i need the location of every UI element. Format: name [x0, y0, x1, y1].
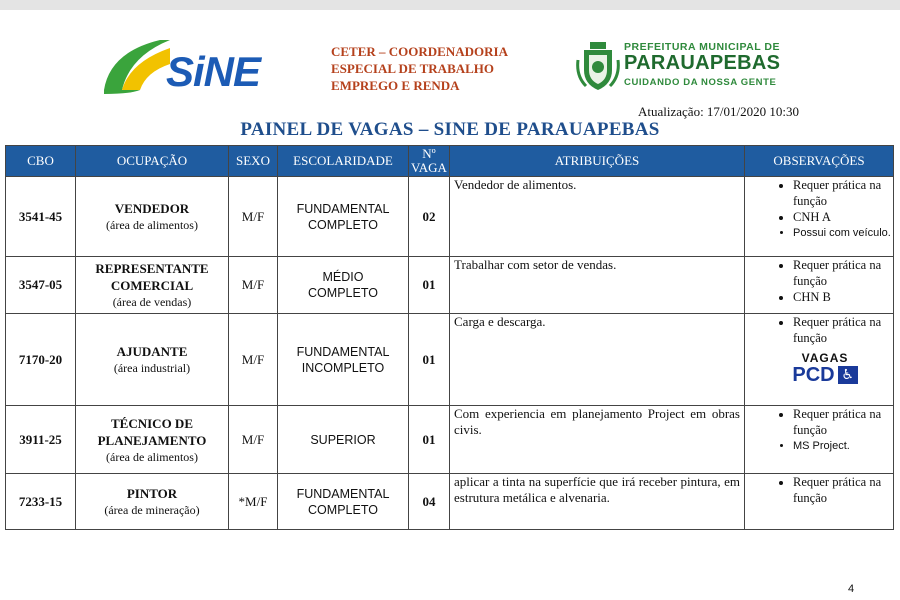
vagas-cell: 01	[409, 257, 450, 314]
list-item: • Requer prática na função	[793, 474, 893, 506]
ocupacao-cell	[76, 314, 229, 406]
escolaridade-line: SUPERIOR	[310, 432, 376, 447]
ocupacao-cell	[76, 177, 229, 257]
table-row	[6, 177, 894, 257]
table-row	[6, 406, 894, 474]
atribuicoes-cell: Carga e descarga.	[450, 314, 745, 406]
ceter-heading	[331, 43, 508, 94]
cbo-cell: 3541-45	[6, 177, 76, 257]
observacoes-cell	[745, 406, 894, 474]
atribuicoes-cell: Vendedor de alimentos.	[450, 177, 745, 257]
atribuicoes-cell: aplicar a tinta na superfície que irá receber pintura, em estrutura metálica e alvenaria.	[450, 474, 745, 530]
header-escolaridade: ESCOLARIDADE	[278, 146, 409, 177]
atribuicoes-cell: Trabalhar com setor de vendas.	[450, 257, 745, 314]
vacancy-table	[5, 145, 894, 530]
header-observacoes: OBSERVAÇÕES	[745, 146, 894, 177]
observacoes-cell	[745, 177, 894, 257]
header-ocupacao: OCUPAÇÃO	[76, 146, 229, 177]
escolaridade-cell	[278, 474, 409, 530]
prefeitura-line2: PARAUAPEBAS	[624, 52, 781, 74]
ocupacao-name: AJUDANTE	[116, 344, 188, 359]
observacoes-list	[749, 474, 893, 506]
sexo-cell: M/F	[229, 314, 278, 406]
escolaridade-line: COMPLETO	[308, 502, 378, 517]
header-vaga-line1: Nº	[422, 146, 436, 161]
cbo-cell: 7233-15	[6, 474, 76, 530]
list-item: • Requer prática na função	[793, 257, 893, 289]
ocupacao-area: (área de alimentos)	[106, 218, 198, 232]
escolaridade-line: COMPLETO	[308, 217, 378, 232]
ocupacao-cell	[76, 474, 229, 530]
header-cbo: CBO	[6, 146, 76, 177]
header-vaga	[409, 146, 450, 177]
cbo-cell: 3911-25	[6, 406, 76, 474]
sexo-cell: M/F	[229, 406, 278, 474]
vagas-cell: 01	[409, 406, 450, 474]
ocupacao-name: REPRESENTANTE	[95, 261, 209, 276]
pcd-badge-top: VAGAS	[801, 351, 849, 365]
table-header-row	[6, 146, 894, 177]
observacoes-cell	[745, 474, 894, 530]
sine-logo-text: SiNE	[166, 48, 261, 95]
escolaridade-line: COMPLETO	[308, 286, 378, 300]
table-row	[6, 257, 894, 314]
ceter-line: ESPECIAL DE TRABALHO	[331, 61, 495, 76]
ceter-line: CETER – COORDENADORIA	[331, 44, 508, 59]
page-title: PAINEL DE VAGAS – SINE DE PARAUAPEBAS	[240, 119, 660, 140]
observacoes-list	[749, 177, 893, 241]
ocupacao-name: PINTOR	[126, 486, 178, 501]
list-item: • Requer prática na função	[793, 177, 893, 209]
ocupacao-name: PLANEJAMENTO	[97, 432, 207, 448]
vagas-cell: 01	[409, 314, 450, 406]
header-vaga-line2: VAGA	[411, 160, 447, 175]
pcd-badge-text: PCD	[792, 364, 835, 386]
ocupacao-area: (área de vendas)	[112, 295, 192, 309]
escolaridade-line: INCOMPLETO	[301, 360, 385, 375]
escolaridade-cell	[278, 406, 409, 474]
ocupacao-name: VENDEDOR	[114, 201, 190, 216]
list-item: • MS Project.	[793, 438, 893, 454]
ocupacao-cell	[76, 406, 229, 474]
vagas-cell: 02	[409, 177, 450, 257]
ocupacao-area: (área de mineração)	[104, 503, 200, 517]
escolaridade-cell	[278, 257, 409, 314]
list-item: • Requer prática na função	[793, 314, 893, 346]
sexo-cell: M/F	[229, 257, 278, 314]
escolaridade-line: FUNDAMENTAL	[296, 201, 390, 216]
list-item: • CNH A	[793, 209, 893, 225]
escolaridade-cell	[278, 177, 409, 257]
observacoes-list	[749, 406, 893, 454]
vagas-pcd-badge	[779, 352, 871, 385]
list-item: • Requer prática na função	[793, 406, 893, 438]
observacoes-list	[749, 257, 893, 305]
ocupacao-area: (área de alimentos)	[106, 449, 198, 464]
atribuicoes-cell: Com experiencia em planejamento Project em obras civis.	[450, 406, 745, 474]
observacoes-cell	[745, 314, 894, 406]
table-row	[6, 314, 894, 406]
table-row	[6, 474, 894, 530]
ocupacao-area: (área industrial)	[113, 361, 191, 375]
ocupacao-name: COMERCIAL	[110, 278, 194, 293]
sine-logo	[100, 34, 265, 96]
page-number: 4	[848, 583, 855, 595]
coat-of-arms-icon	[576, 40, 620, 92]
top-bar	[0, 0, 900, 10]
list-item: • Possui com veículo.	[793, 225, 893, 241]
prefeitura-line3: CUIDANDO DA NOSSA GENTE	[624, 77, 777, 88]
update-timestamp: Atualização: 17/01/2020 10:30	[638, 104, 800, 119]
escolaridade-line: FUNDAMENTAL	[296, 344, 390, 359]
ocupacao-cell	[76, 257, 229, 314]
cbo-cell: 3547-05	[6, 257, 76, 314]
escolaridade-cell	[278, 314, 409, 406]
observacoes-list	[749, 314, 893, 346]
sexo-cell: M/F	[229, 177, 278, 257]
header-atribuicoes: ATRIBUIÇÕES	[450, 146, 745, 177]
list-item: • CHN B	[793, 289, 893, 305]
escolaridade-line: MÉDIO	[322, 270, 364, 284]
prefeitura-logo	[576, 40, 786, 92]
escolaridade-line: FUNDAMENTAL	[296, 486, 390, 501]
observacoes-cell	[745, 257, 894, 314]
ceter-line: EMPREGO E RENDA	[331, 78, 460, 93]
cbo-cell: 7170-20	[6, 314, 76, 406]
wheelchair-icon: ♿	[838, 366, 858, 384]
pcd-badge-bottom	[779, 365, 871, 385]
vagas-cell: 04	[409, 474, 450, 530]
sexo-cell: *M/F	[229, 474, 278, 530]
prefeitura-line1: PREFEITURA MUNICIPAL DE	[624, 41, 780, 53]
header-sexo: SEXO	[229, 146, 278, 177]
ocupacao-name: TÉCNICO DE	[111, 415, 193, 431]
